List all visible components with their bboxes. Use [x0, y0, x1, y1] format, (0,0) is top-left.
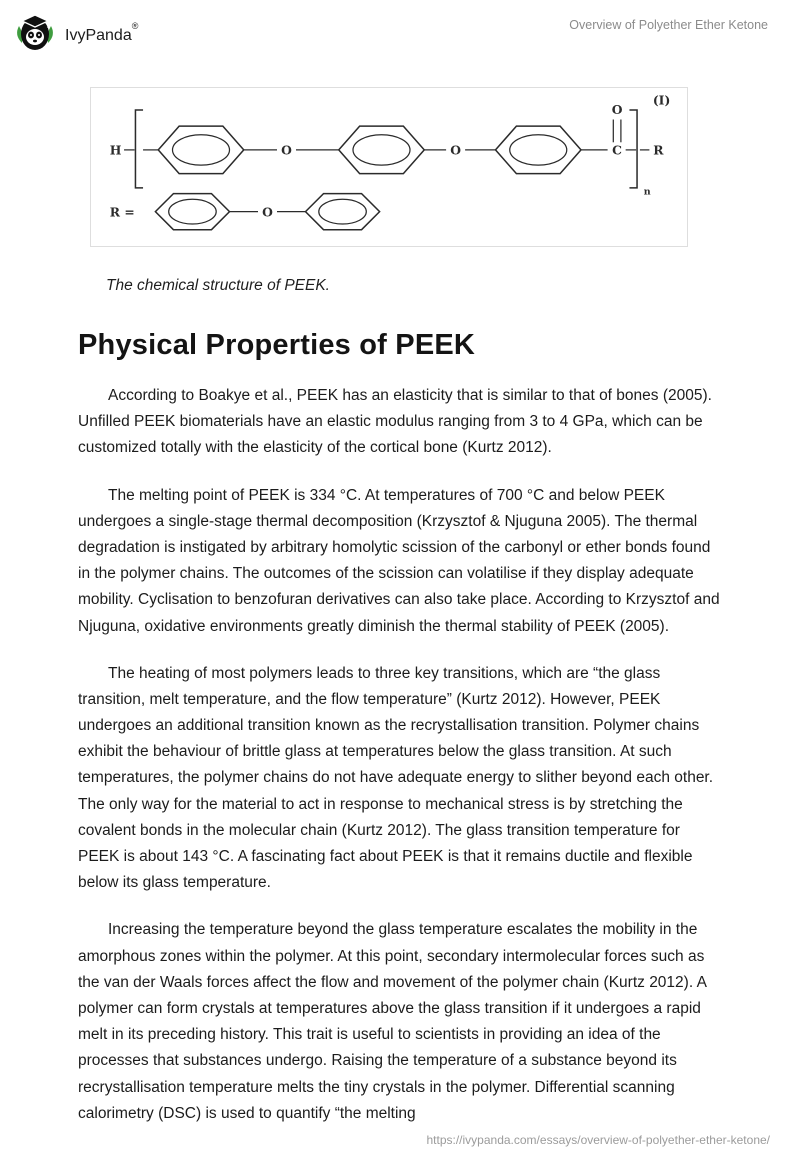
paragraph-elasticity: According to Boakye et al., PEEK has an elasticity that is similar to that of bones (2005). Unfilled PEEK biomaterials have an elastic modulus ranging from 3 to 4 GPa, which can be customized totally with the elasticity of the cortical bone (Kurtz 2012).: [78, 387, 712, 457]
figure-caption: The chemical structure of PEEK.: [106, 277, 330, 294]
ivypanda-logo-icon: [12, 10, 58, 61]
footer-url-link[interactable]: https://ivypanda.com/essays/overview-of-polyether-ether-ketone/: [426, 1133, 770, 1147]
paragraph-glass-temperature: Increasing the temperature beyond the glass temperature escalates the mobility in the amorphous zones within the polymer. At this point, secondary intermolecular forces such as the van der Waals forces affect the flow and movement of the polymer chain (Kurtz 2012). A polymer can form crystals at temperatures above the glass transition if it undergoes a rapid melt in its preceding history. This trait is useful to scientists in providing an idea of the processes that substances undergo. Raising the temperature of a substance beyond its recrystallisation temperature melts the tiny crystals in the polymer. Differential scanning calorimetry (DSC) is used to quantify “the melting: [78, 921, 707, 1122]
paragraph-melting-point: The melting point of PEEK is 334 °C. At temperatures of 700 °C and below PEEK undergoes a single-stage thermal decomposition (Krzysztof & Njuguna 2005). The thermal degradation is instigated by arbitrary homolytic scission of the carbonyl or ether bonds found in the polymer chains. The outcomes of the scission can volatilise if they display adequate mobility. Cyclisation to benzofuran derivatives can also take place. According to Krzysztof and Njuguna, oxidative environments greatly diminish the thermal stability of PEEK (2005).: [78, 486, 720, 635]
document-body: [0, 87, 800, 1127]
r-definition-label: R =: [109, 204, 135, 220]
ether-oxygen-3-label: O: [262, 204, 273, 220]
chemical-structure-figure: [90, 87, 688, 247]
page-header: [0, 0, 800, 61]
brand-name: IvyPanda®: [65, 20, 139, 44]
ether-oxygen-1-label: O: [281, 142, 292, 158]
section-heading: Physical Properties of PEEK: [78, 329, 476, 361]
carbonyl-oxygen-label: O: [611, 101, 623, 117]
h-atom-label: H: [109, 142, 122, 158]
registered-mark: ®: [131, 20, 139, 31]
document-title: Overview of Polyether Ether Ketone: [569, 18, 768, 32]
structure-index-label: (I): [652, 92, 671, 108]
peek-structure-diagram: [93, 91, 689, 243]
ether-oxygen-2-label: O: [450, 142, 461, 158]
carbonyl-carbon-label: C: [612, 142, 623, 158]
paragraph-transitions: The heating of most polymers leads to three key transitions, which are “the glass transition, melt temperature, and the flow temperature” (Kurtz 2012). However, PEEK undergoes an additional transition known as the recrystallisation transition. Polymer chains exhibit the behaviour of brittle glass at temperatures below the glass transition. At such temperatures, the polymer chains do not have adequate energy to slither beyond each other. The only way for the material to act in response to mechanical stress is by stretching the covalent bonds in the molecular chain (Kurtz 2012). The glass transition temperature for PEEK is about 143 °C. A fascinating fact about PEEK is that it remains ductile and flexible below its glass temperature.: [78, 664, 714, 892]
brand: [12, 10, 138, 61]
repeat-n-label: n: [643, 186, 651, 198]
r-group-label: R: [653, 142, 664, 158]
